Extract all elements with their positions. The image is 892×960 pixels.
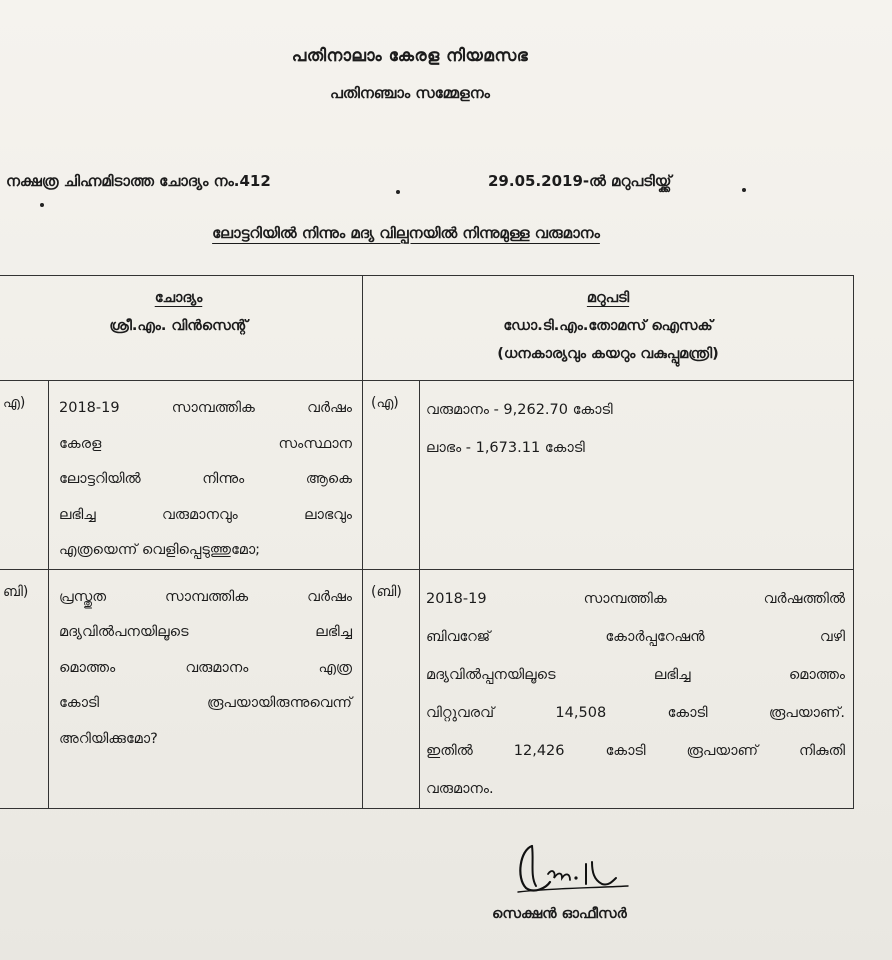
question-line: കോടി രൂപയായിരുന്നുവെന്ന് bbox=[59, 695, 352, 711]
question-header: ചോദ്യം bbox=[154, 290, 203, 306]
answer-line: വരുമാനം - 9,262.70 കോടി bbox=[426, 402, 613, 418]
answer-line: മദ്യവിൽപ്പനയിലൂടെ ലഭിച്ച മൊത്തം bbox=[426, 666, 846, 683]
answer-line: വരുമാനം. bbox=[426, 780, 494, 797]
question-line: 2018-19 സാമ്പത്തിക വർഷം bbox=[59, 400, 352, 416]
session-title: പതിനഞ്ചാം സമ്മേളനം bbox=[330, 84, 490, 102]
answer-line: ബിവറേജ് കോർപ്പറേഷൻ വഴി bbox=[426, 628, 846, 645]
question-answer-table bbox=[0, 275, 854, 809]
ink-dot bbox=[742, 188, 746, 192]
question-line: മദ്യവിൽപനയിലൂടെ ലഭിച്ച bbox=[59, 624, 352, 640]
ink-dot bbox=[396, 190, 400, 194]
answer-line: ലാഭം - 1,673.11 കോടി bbox=[426, 440, 585, 456]
answer-date: 29.05.2019-ൽ മറുപടിയ്ക്ക് bbox=[488, 172, 672, 190]
answer-line: 2018-19 സാമ്പത്തിക വർഷത്തിൽ bbox=[426, 590, 846, 607]
question-text bbox=[49, 381, 363, 570]
officer-title: സെക്ഷൻ ഓഫീസർ bbox=[492, 906, 627, 922]
answer-text bbox=[420, 381, 854, 570]
question-number: നക്ഷത്ര ചിഹ്നമിടാത്ത ചോദ്യം നം.412 bbox=[6, 172, 271, 190]
minister-portfolio: (ധനകാര്യവും കയറും വകുപ്പുമന്ത്രി) bbox=[497, 346, 719, 362]
answer-line: വിറ്റുവരവ് 14,508 കോടി രൂപയാണ്. bbox=[426, 704, 846, 721]
question-line: കേരള സംസ്ഥാന bbox=[59, 435, 352, 452]
questioner-name: ശ്രീ.എം. വിൻസെന്റ് bbox=[109, 318, 248, 334]
question-header-cell bbox=[0, 276, 363, 381]
table-header-row bbox=[0, 276, 854, 381]
officer-signature bbox=[512, 838, 632, 898]
subject-line: ലോട്ടറിയിൽ നിന്നും മദ്യ വില്പനയിൽ നിന്നുമുള്ള വരുമാനം bbox=[212, 224, 600, 242]
ink-dot bbox=[40, 203, 44, 207]
question-text bbox=[49, 569, 363, 808]
answer-header: മറുപടി bbox=[586, 290, 630, 306]
table-row bbox=[0, 381, 854, 570]
question-line: ലഭിച്ച വരുമാനവും ലാഭവും bbox=[59, 506, 352, 523]
minister-name: ഡോ.ടി.എം.തോമസ് ഐസക് bbox=[503, 318, 713, 334]
question-line: മൊത്തം വരുമാനം എത്ര bbox=[59, 659, 352, 676]
question-line: ലോട്ടറിയിൽ നിന്നും ആകെ bbox=[59, 471, 352, 487]
answer-text bbox=[420, 569, 854, 808]
answer-label: (എ) bbox=[363, 381, 420, 570]
table-row bbox=[0, 569, 854, 808]
question-line: അറിയിക്കുമോ? bbox=[59, 730, 158, 747]
question-label: ബി) bbox=[0, 569, 49, 808]
question-line: പ്രസ്തുത സാമ്പത്തിക വർഷം bbox=[59, 588, 352, 605]
answer-line: ഇതിൽ 12,426 കോടി രൂപയാണ് നികുതി bbox=[426, 742, 846, 759]
answer-label: (ബി) bbox=[363, 569, 420, 808]
question-label: എ) bbox=[0, 381, 49, 570]
answer-header-cell bbox=[363, 276, 854, 381]
question-line: എത്രയെന്ന് വെളിപ്പെടുത്തുമോ; bbox=[59, 542, 261, 558]
assembly-title: പതിനാലാം കേരള നിയമസഭ bbox=[291, 46, 529, 66]
